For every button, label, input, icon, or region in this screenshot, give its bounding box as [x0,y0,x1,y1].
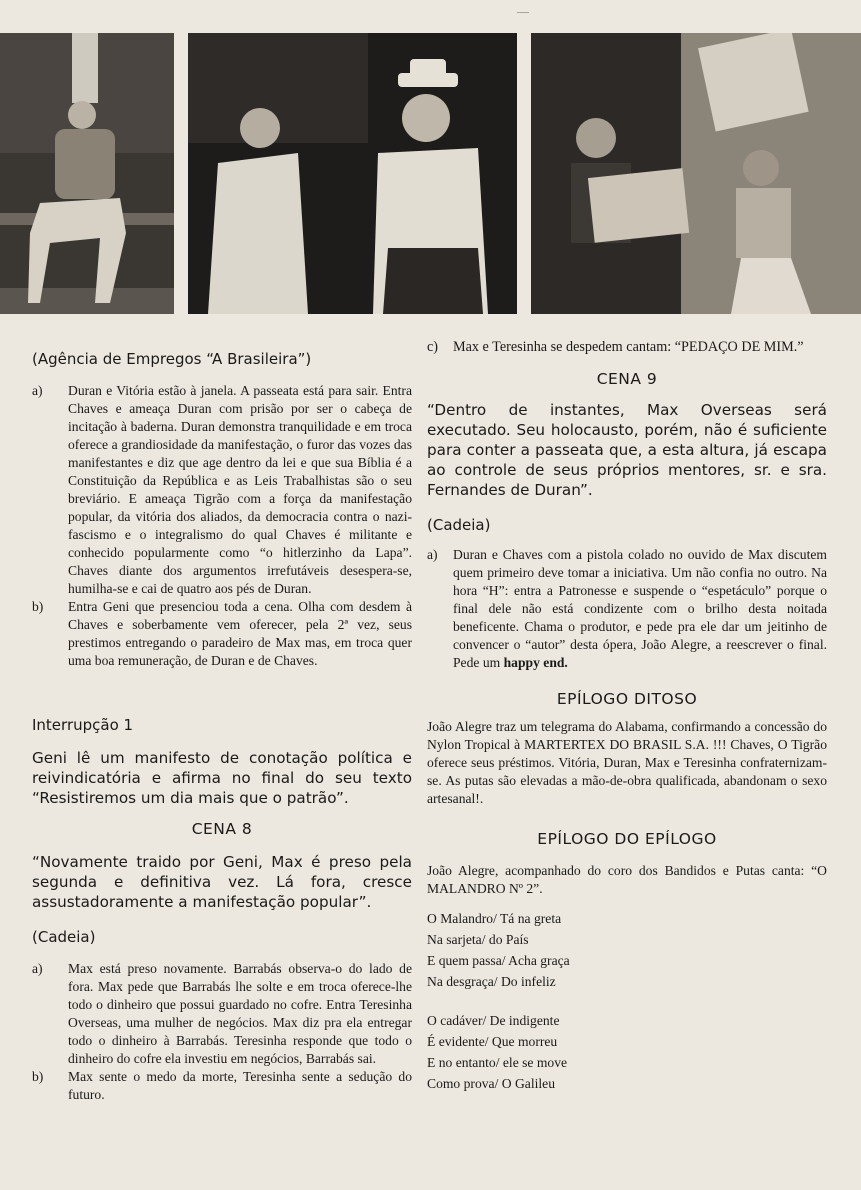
list-item [32,598,412,670]
verse-line: O Malandro/ Tá na greta [427,911,562,926]
right-column [427,338,827,1094]
verse-line: Como prova/ O Galileu [427,1076,555,1091]
item-label: a) [32,961,43,976]
epilogo-title: EPÍLOGO DITOSO [556,690,698,708]
item-label: a) [32,383,43,398]
verse-line: E quem passa/ Acha graça [427,953,570,968]
section-caption: (Agência de Empregos “A Brasileira”) [32,350,312,368]
happy-end-text: happy end. [503,655,568,670]
item-text [453,546,827,672]
interruption-text: Geni lê um manifesto de conotação política e reivindicatória e afirma no final do seu texto “Resistiremos um dia mais que o patrão”. [32,749,412,807]
epilogo2-intro: João Alegre, acompanhado do coro dos Bandidos e Putas canta: “O MALANDRO Nº 2”. [427,863,827,896]
verse-stanza-1 [427,908,827,992]
verse-stanza-2 [427,1010,827,1094]
item-text: Max e Teresinha se despedem cantam: “PEDAÇO DE MIM.” [453,339,804,355]
item-text: Duran e Vitória estão à janela. A passeata está para sair. Entra Chaves e ameaça Duran com prisão por ser o cabeça de incitação à baderna. Duran demonstra tranquilidade e em troca oferece a grandiosidade da manifestação, o furor das vozes das manifestantes e diz que age dentro da lei e que sua Bíblia é a Constituição da República e as Leis Trabalhistas são o seu breviário. E ameaça Tigrão com a força da manifestação popular, da vitória dos aliados, da democracia contra o nazi-fascismo e o integralismo do qual Chaves é militante e conhecido popularmente como “o hitlerzinho da Lapa”. Chaves diante dos argumentos irrefutáveis desespera-se, humilha-se e cai de quatro aos pés de Duran. [68,383,412,596]
item-label: c) [427,339,439,355]
scene9-title: CENA 9 [596,370,658,388]
list-item [32,382,412,598]
verse-line: Na desgraça/ Do infeliz [427,974,556,989]
item-text: Max está preso novamente. Barrabás observa-o do lado de fora. Max pede que Barrabás lhe solte e em troca oferece-lhe todo o dinheiro que possui guardado no cofre. Entra Teresinha Overseas, uma mulher de negócios. Max diz pra ela entregar todo o dinheiro à Barrabás. Teresinha responde que todo o dinheiro do cofre ela investiu em negócios, Barrabás sai. [68,961,412,1066]
cadeia-label: (Cadeia) [427,516,491,534]
left-column [32,338,412,1104]
item-label: b) [32,1069,44,1084]
list-item [32,1068,412,1104]
item-text: Max sente o medo da morte, Teresinha sente a sedução do futuro. [68,1069,412,1102]
list-item [427,546,827,672]
scene8-title: CENA 8 [191,820,253,838]
cadeia-label: (Cadeia) [32,928,96,946]
item-label: b) [32,599,44,614]
epilogo-text: João Alegre traz um telegrama do Alabama, confirmando a concessão do Nylon Tropical à MARTERTEX DO BRASIL S.A. !!! Chaves, O Tigrão oferece seus préstimos. Vitória, Duran, Max e Teresinha confraternizam-se. As putas são elevadas a mão-de-obra qualificada, abandonam o sexo artesanal!. [427,719,827,806]
item-text-body: Duran e Chaves com a pistola colado no ouvido de Max discutem quem primeiro deve tomar a iniciativa. Um não confia no outro. Na hora “H”: entra a Patronesse e suspende o “espetáculo” porque o final dele não está condizente com o brilho desta noitada beneficente. Chama o produtor, e pede pra ele dar um jeitinho de convencer o “autor” desta ópera, João Alegre, a reescrever o final. Pede um [453,547,827,670]
list-item [32,960,412,1068]
photo-men-with-crates [531,33,861,314]
epilogo2-title: EPÍLOGO DO EPÍLOGO [537,830,717,848]
photo-two-men [188,33,517,314]
scene9-text: “Dentro de instantes, Max Overseas será executado. Seu holocausto, porém, não é suficiente para conter a passeata que, a esta altura, já escapa ao controle de seus próprios mentores, sr. e sra. Fernandes de Duran”. [427,401,827,499]
photo-strip [0,33,861,314]
verse-line: É evidente/ Que morreu [427,1034,558,1049]
photo-man-sitting [0,33,174,314]
item-text: Entra Geni que presenciou toda a cena. Olha com desdem à Chaves e soberbamente vem oferecer, pela 2ª vez, seus prestimos entregando o paradeiro de Max mas, em troca quer uma boa remuneração, de Duran e de Chaves. [68,599,412,668]
list-item [427,338,827,356]
verse-line: O cadáver/ De indigente [427,1013,560,1028]
item-label: a) [427,547,438,562]
page-mark: — [517,4,529,18]
scene8-text: “Novamente traido por Geni, Max é preso pela segunda e definitiva vez. Lá fora, cresce assustadoramente a manifestação popular”. [32,853,412,911]
interruption-title: Interrupção 1 [32,716,134,734]
verse-line: Na sarjeta/ do País [427,932,529,947]
verse-line: E no entanto/ ele se move [427,1055,568,1070]
